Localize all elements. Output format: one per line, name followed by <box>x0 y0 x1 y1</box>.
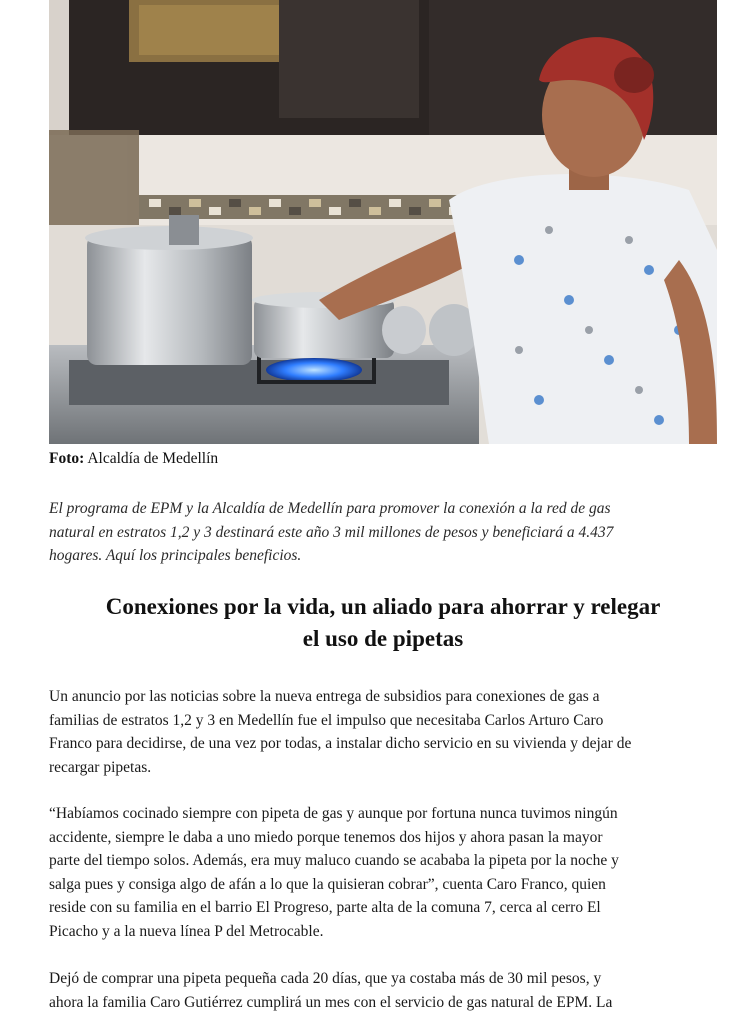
body-line: familias de estratos 1,2 y 3 en Medellín fue el impulso que necesitaba Carlos Arturo Caro <box>49 711 604 729</box>
body-line: recargar pipetas. <box>49 758 152 776</box>
article-headline <box>49 591 717 655</box>
body-line: “Habíamos cocinado siempre con pipeta de gas y aunque por fortuna nunca tuvimos ningún <box>49 805 618 822</box>
headline-line: el uso de pipetas <box>302 626 464 651</box>
photo-caption <box>49 449 218 469</box>
lede-line: natural en estratos 1,2 y 3 destinará este año 3 mil millones de pesos y beneficiará a 4.437 <box>49 523 614 541</box>
lede-line: hogares. Aquí los principales beneficios. <box>49 547 302 564</box>
article-photo <box>49 0 717 444</box>
body-paragraph-2 <box>49 802 719 943</box>
caption-credit: Alcaldía de Medellín <box>87 450 219 467</box>
body-line: parte del tiempo solos. Además, era muy maluco cuando se acababa la pipeta por la noche y <box>49 852 619 869</box>
body-paragraph-1 <box>49 685 719 779</box>
lede-line: El programa de EPM y la Alcaldía de Medellín para promover la conexión a la red de gas <box>49 500 611 517</box>
body-line: reside con su familia en el barrio El Progreso, parte alta de la comuna 7, cerca al cerro El <box>49 899 601 916</box>
body-line: Dejó de comprar una pipeta pequeña cada 20 días, que ya costaba más de 30 mil pesos, y <box>49 970 602 987</box>
caption-label: Foto: <box>49 450 85 467</box>
body-line: Un anuncio por las noticias sobre la nueva entrega de subsidios para conexiones de gas a <box>49 688 600 705</box>
headline-line: Conexiones por la vida, un aliado para ahorrar y relegar <box>105 594 661 619</box>
article-lede <box>49 497 717 568</box>
body-line: accidente, siempre le daba a uno miedo porque tenemos dos hijos y ahora pasan la mayor <box>49 828 603 846</box>
body-paragraph-3 <box>49 967 719 1014</box>
photo-illustration <box>49 0 717 444</box>
body-line: ahora la familia Caro Gutiérrez cumplirá un mes con el servicio de gas natural de EPM. La <box>49 993 613 1011</box>
body-line: salga pues y consiga algo de afán a lo que la quisieran cobrar”, cuenta Caro Franco, quien <box>49 875 606 893</box>
body-line: Picacho y a la nueva línea P del Metrocable. <box>49 922 324 940</box>
body-line: Franco para decidirse, de una vez por todas, a instalar dicho servicio en su vivienda y dejar de <box>49 735 632 752</box>
